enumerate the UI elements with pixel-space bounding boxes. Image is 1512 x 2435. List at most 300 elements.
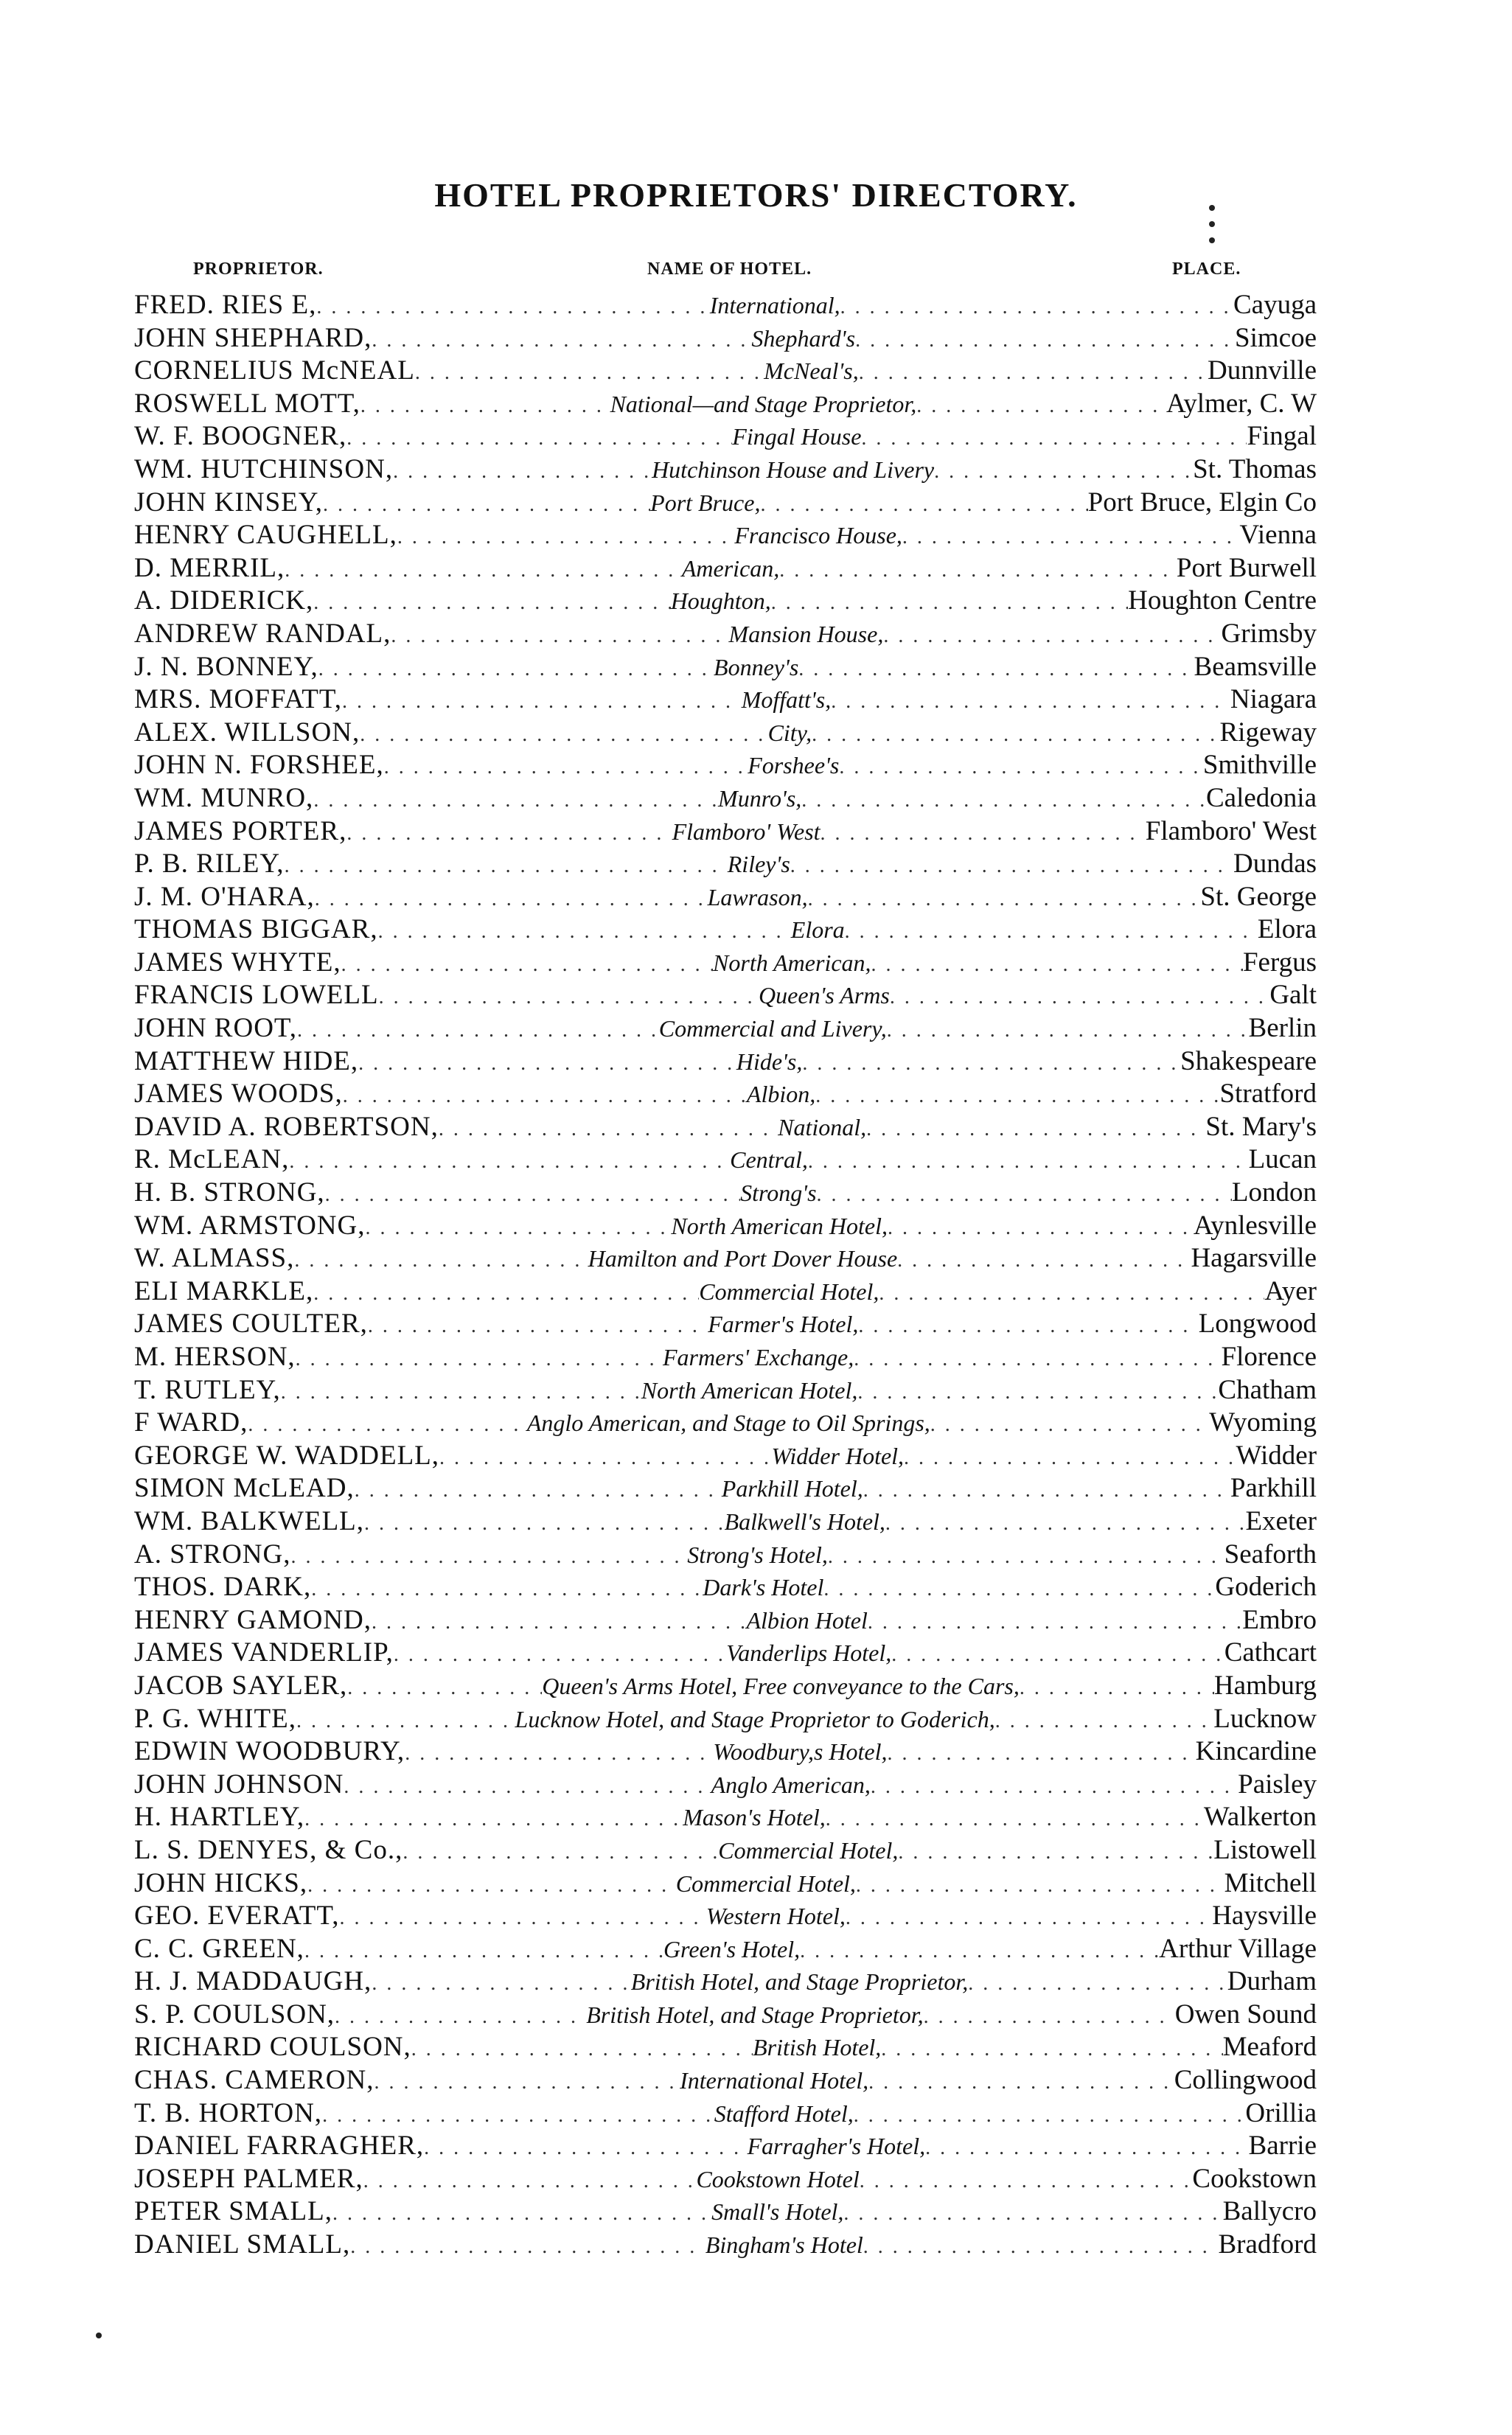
directory-list	[134, 289, 1317, 2262]
page-title: HOTEL PROPRIETORS' DIRECTORY.	[434, 176, 1078, 214]
place-name: Shakespeare	[1180, 1045, 1317, 1076]
place-name: Elora	[1257, 914, 1317, 945]
hotel-name: Albion Hotel	[746, 1606, 868, 1634]
dot-leader	[823, 1573, 1215, 1606]
place-name: Grimsby	[1221, 618, 1317, 649]
dot-leader	[898, 1836, 1213, 1870]
proprietor-name: T. RUTLEY,	[134, 1374, 281, 1405]
dot-leader	[374, 2066, 680, 2100]
dot-leader	[995, 1705, 1214, 1738]
place-name: St. George	[1200, 881, 1317, 912]
column-header-place: PLACE.	[1172, 259, 1241, 279]
dot-leader	[405, 1738, 713, 1771]
place-name: St. Mary's	[1205, 1111, 1317, 1142]
place-name: Chatham	[1218, 1374, 1317, 1405]
place-name: Aylmer, C. W	[1166, 388, 1317, 419]
directory-entry	[134, 487, 1317, 520]
directory-entry	[134, 1933, 1317, 1966]
place-name: Paisley	[1238, 1769, 1317, 1800]
hotel-name: Moffatt's,	[741, 686, 832, 714]
dot-leader	[881, 2033, 1222, 2066]
dot-leader	[307, 1870, 676, 1903]
hotel-name: Hide's,	[736, 1048, 803, 1075]
place-name: Wyoming	[1209, 1407, 1317, 1438]
directory-entry	[134, 1604, 1317, 1637]
hotel-name: Hutchinson House and Livery	[652, 456, 935, 483]
dot-leader	[902, 521, 1239, 554]
directory-entry	[134, 618, 1317, 651]
hotel-name: Farmer's Hotel,	[708, 1311, 859, 1338]
proprietor-name: JOHN ROOT,	[134, 1013, 298, 1044]
hotel-name: North American,	[713, 949, 871, 976]
proprietor-name: JOHN HICKS,	[134, 1867, 308, 1898]
hotel-name: National,	[778, 1113, 867, 1140]
hotel-name: Francisco House,	[734, 522, 902, 549]
directory-entry	[134, 1801, 1317, 1834]
place-name: Smithville	[1202, 750, 1317, 781]
hotel-name: Hamilton and Port Dover House	[588, 1245, 898, 1272]
dot-leader	[296, 1343, 663, 1376]
directory-entry	[134, 1571, 1317, 1604]
proprietor-name: ANDREW RANDAL,	[134, 618, 391, 649]
proprietor-name: JAMES WHYTE,	[134, 947, 341, 978]
place-name: Port Burwell	[1176, 552, 1317, 583]
hotel-name: City,	[767, 719, 812, 746]
dot-leader	[384, 751, 748, 784]
directory-entry	[134, 2229, 1317, 2262]
proprietor-name: W. F. BOOGNER,	[134, 421, 347, 452]
place-name: Florence	[1221, 1342, 1317, 1372]
hotel-name: Bingham's Hotel	[705, 2232, 863, 2259]
hotel-name: McNeal's,	[764, 358, 859, 385]
place-name: St. Thomas	[1193, 453, 1317, 484]
dot-leader	[341, 949, 713, 982]
dot-leader	[378, 916, 791, 949]
hotel-name: Anglo American,	[711, 1771, 871, 1798]
proprietor-name: JOSEPH PALMER,	[134, 2163, 363, 2194]
proprietor-name: FRED. RIES E,	[134, 290, 317, 320]
dot-leader	[360, 719, 767, 752]
proprietor-name: DANIEL SMALL,	[134, 2229, 351, 2260]
place-name: Hamburg	[1213, 1670, 1317, 1701]
directory-entry	[134, 1703, 1317, 1736]
dot-leader	[859, 357, 1208, 390]
dot-leader	[304, 1803, 683, 1836]
dot-leader	[313, 784, 718, 818]
proprietor-name: H. HARTLEY,	[134, 1802, 305, 1833]
column-header-proprietor: PROPRIETOR.	[193, 259, 324, 279]
directory-entry	[134, 881, 1317, 914]
hotel-name: Vanderlips Hotel,	[726, 1640, 892, 1667]
directory-entry	[134, 1637, 1317, 1670]
directory-entry	[134, 749, 1317, 782]
dot-leader	[904, 1442, 1236, 1475]
place-name: Aynlesville	[1193, 1210, 1317, 1241]
place-name: Vienna	[1239, 520, 1317, 551]
dot-leader	[1020, 1672, 1214, 1705]
hotel-name: Fingal House	[732, 423, 862, 450]
hotel-name: Anglo American, and Stage to Oil Springs,	[526, 1410, 930, 1437]
directory-entry	[134, 1440, 1317, 1473]
directory-entry	[134, 1999, 1317, 2032]
dot-leader	[930, 1409, 1209, 1442]
dot-leader	[845, 916, 1258, 949]
hotel-name: International Hotel,	[680, 2067, 869, 2094]
dot-leader	[817, 1179, 1232, 1212]
dot-leader	[826, 1803, 1204, 1836]
proprietor-name: PETER SMALL,	[134, 2196, 332, 2227]
dot-leader	[800, 1935, 1159, 1968]
directory-entry	[134, 1539, 1317, 1572]
proprietor-name: WM. HUTCHINSON,	[134, 453, 394, 484]
proprietor-name: T. B. HORTON,	[134, 2097, 323, 2128]
directory-entry	[134, 1078, 1317, 1111]
directory-entry	[134, 1177, 1317, 1210]
dot-leader	[887, 1738, 1195, 1771]
dot-leader	[368, 1310, 708, 1343]
place-name: Mitchell	[1224, 1867, 1317, 1898]
dot-leader	[934, 456, 1193, 489]
hotel-name: Balkwell's Hotel,	[724, 1508, 885, 1535]
directory-entry	[134, 1275, 1317, 1309]
dot-leader	[779, 554, 1177, 588]
hotel-name: Dark's Hotel	[703, 1574, 824, 1601]
place-name: Beamsville	[1194, 651, 1317, 682]
dot-leader	[812, 719, 1219, 752]
dot-leader	[821, 818, 1146, 851]
proprietor-name: THOMAS BIGGAR,	[134, 914, 378, 945]
place-name: Widder	[1236, 1440, 1317, 1471]
dot-leader	[854, 2100, 1246, 2133]
proprietor-name: GEORGE W. WADDELL,	[134, 1440, 440, 1471]
dot-leader	[344, 1771, 711, 1804]
directory-entry	[134, 1341, 1317, 1374]
column-header-hotel-name: NAME OF HOTEL.	[647, 259, 812, 279]
dot-leader	[281, 1376, 641, 1410]
proprietor-name: JAMES WOODS,	[134, 1079, 343, 1109]
dot-leader	[313, 1278, 699, 1311]
place-name: Parkhill	[1230, 1473, 1317, 1504]
dot-leader	[346, 818, 672, 851]
dot-leader	[315, 883, 708, 916]
proprietor-name: JAMES PORTER,	[134, 815, 347, 846]
proprietor-name: A. DIDERICK,	[134, 585, 314, 616]
directory-entry	[134, 1769, 1317, 1802]
dot-leader	[411, 2033, 753, 2066]
hotel-name: Port Bruce,	[650, 489, 761, 516]
proprietor-name: JOHN SHEPHARD,	[134, 322, 372, 353]
place-name: Ayer	[1264, 1275, 1317, 1306]
directory-entry	[134, 355, 1317, 388]
dot-leader	[839, 751, 1202, 784]
place-name: Seaforth	[1224, 1539, 1317, 1570]
place-name: Niagara	[1230, 684, 1317, 715]
hotel-name: Central,	[730, 1146, 808, 1174]
dot-leader	[897, 1244, 1191, 1278]
place-name: Dundas	[1233, 849, 1317, 879]
directory-entry	[134, 1407, 1317, 1440]
hotel-name: Cookstown Hotel	[696, 2165, 860, 2192]
proprietor-name: MATTHEW HIDE,	[134, 1045, 359, 1076]
directory-entry	[134, 1867, 1317, 1901]
proprietor-name: R. McLEAN,	[134, 1144, 290, 1175]
place-name: Dunnville	[1208, 355, 1317, 386]
proprietor-name: SIMON McLEAD,	[134, 1473, 355, 1504]
proprietor-name: ALEX. WILLSON,	[134, 717, 360, 748]
hotel-name: British Hotel, and Stage Proprietor,	[630, 1968, 969, 1996]
dot-leader	[322, 2100, 714, 2133]
dot-leader	[863, 1474, 1230, 1508]
dot-leader	[296, 1705, 515, 1738]
proprietor-name: P. G. WHITE,	[134, 1703, 296, 1734]
dot-leader	[291, 1541, 688, 1574]
print-speck	[1209, 221, 1215, 227]
dot-leader	[372, 1606, 746, 1640]
proprietor-name: JAMES COULTER,	[134, 1309, 368, 1340]
hotel-name: Queen's Arms Hotel, Free conveyance to the Cars,	[542, 1672, 1020, 1699]
dot-leader	[335, 2001, 586, 2034]
hotel-name: Strong's	[740, 1180, 817, 1207]
proprietor-name: HENRY CAUGHELL,	[134, 520, 397, 551]
print-speck	[96, 2333, 102, 2338]
proprietor-name: P. B. RILEY,	[134, 849, 285, 879]
dot-leader	[883, 620, 1221, 653]
dot-leader	[916, 390, 1166, 423]
directory-entry	[134, 2097, 1317, 2131]
directory-entry	[134, 1374, 1317, 1407]
dot-leader	[323, 489, 650, 522]
hotel-name: National—and Stage Proprietor,	[610, 390, 917, 417]
directory-entry	[134, 322, 1317, 355]
place-name: Kincardine	[1195, 1736, 1317, 1767]
dot-leader	[808, 1146, 1249, 1179]
dot-leader	[863, 2231, 1219, 2264]
hotel-name: Farragher's Hotel,	[747, 2133, 926, 2160]
dot-leader	[379, 981, 759, 1014]
place-name: Galt	[1269, 980, 1317, 1011]
dot-leader	[285, 850, 728, 883]
proprietor-name: C. C. GREEN,	[134, 1933, 304, 1964]
dot-leader	[397, 521, 734, 554]
place-name: Listowell	[1213, 1834, 1317, 1865]
proprietor-name: FRANCIS LOWELL	[134, 980, 379, 1011]
hotel-name: Commercial Hotel,	[675, 1870, 856, 1897]
place-name: Arthur Village	[1159, 1933, 1317, 1964]
directory-entry	[134, 1308, 1317, 1341]
directory-entry	[134, 782, 1317, 815]
hotel-name: Forshee's	[748, 752, 840, 779]
dot-leader	[311, 1573, 703, 1606]
hotel-name: Munro's,	[718, 784, 802, 812]
dot-leader	[887, 1014, 1249, 1048]
place-name: Caledonia	[1206, 782, 1317, 813]
dot-leader	[439, 1113, 778, 1146]
hotel-name: Widder Hotel,	[771, 1442, 905, 1469]
directory-entry	[134, 1111, 1317, 1144]
place-name: Berlin	[1248, 1013, 1317, 1044]
directory-entry	[134, 585, 1317, 618]
place-name: Longwood	[1198, 1309, 1317, 1340]
place-name: Lucknow	[1213, 1703, 1317, 1734]
dot-leader	[393, 456, 652, 489]
directory-entry	[134, 1735, 1317, 1769]
directory-entry	[134, 1472, 1317, 1505]
dot-leader	[857, 1376, 1218, 1410]
dot-leader	[372, 324, 751, 358]
dot-leader	[868, 1606, 1242, 1640]
hotel-name: Western Hotel,	[706, 1903, 846, 1930]
dot-leader	[858, 1310, 1198, 1343]
dot-leader	[347, 1672, 542, 1705]
dot-leader	[343, 1080, 747, 1113]
hotel-name: Farmers' Exchange,	[663, 1344, 854, 1370]
dot-leader	[346, 422, 732, 456]
dot-leader	[342, 686, 742, 719]
place-name: Walkerton	[1203, 1802, 1317, 1833]
dot-leader	[332, 2198, 711, 2231]
proprietor-name: WM. MUNRO,	[134, 782, 314, 813]
dot-leader	[366, 1212, 672, 1245]
dot-leader	[350, 2231, 706, 2264]
hotel-name: Elora	[790, 916, 845, 944]
directory-entry	[134, 979, 1317, 1012]
place-name: Owen Sound	[1174, 1999, 1317, 2030]
place-name: Houghton Centre	[1128, 585, 1317, 616]
directory-entry	[134, 913, 1317, 947]
proprietor-name: S. P. COULSON,	[134, 1999, 335, 2030]
directory-entry	[134, 1900, 1317, 1933]
proprietor-name: L. S. DENYES, & Co.,	[134, 1834, 403, 1865]
dot-leader	[394, 1639, 726, 1672]
place-name: Orillia	[1245, 2097, 1317, 2128]
place-name: Flamboro' West	[1145, 815, 1317, 846]
proprietor-name: THOS. DARK,	[134, 1572, 312, 1603]
place-name: Cathcart	[1224, 1637, 1317, 1668]
dot-leader	[355, 1474, 722, 1508]
hotel-name: North American Hotel,	[641, 1376, 858, 1404]
directory-entry	[134, 683, 1317, 717]
dot-leader	[358, 1048, 736, 1081]
dot-leader	[325, 1179, 740, 1212]
proprietor-name: CORNELIUS McNEAL	[134, 355, 415, 386]
dot-leader	[846, 1902, 1212, 1935]
proprietor-name: H. B. STRONG,	[134, 1177, 325, 1208]
proprietor-name: JAMES VANDERLIP,	[134, 1637, 394, 1668]
dot-leader	[879, 1278, 1264, 1311]
directory-entry	[134, 1242, 1317, 1275]
dot-leader	[439, 1442, 772, 1475]
proprietor-name: MRS. MOFFATT,	[134, 684, 343, 715]
dot-leader	[868, 2066, 1174, 2100]
directory-entry	[134, 1670, 1317, 1703]
hotel-name: Riley's	[727, 851, 790, 878]
place-name: Hagarsville	[1191, 1243, 1317, 1274]
proprietor-name: D. MERRIL,	[134, 552, 285, 583]
hotel-name: Shephard's	[751, 324, 856, 352]
dot-leader	[248, 1409, 526, 1442]
proprietor-name: RICHARD COULSON,	[134, 2032, 411, 2063]
place-name: London	[1231, 1177, 1317, 1208]
directory-entry	[134, 1045, 1317, 1079]
dot-leader	[843, 2198, 1222, 2231]
hotel-name: Albion,	[746, 1081, 816, 1108]
directory-entry	[134, 2163, 1317, 2196]
hotel-name: Mansion House,	[728, 620, 884, 647]
place-name: Barrie	[1248, 2131, 1317, 2161]
hotel-name: Flamboro' West	[672, 818, 821, 845]
dot-leader	[861, 422, 1247, 456]
dot-leader	[890, 981, 1269, 1014]
dot-leader	[855, 324, 1235, 358]
proprietor-name: GEO. EVERATT,	[134, 1901, 340, 1931]
hotel-name: Parkhill Hotel,	[721, 1475, 863, 1502]
hotel-name: Small's Hotel,	[711, 2198, 844, 2226]
dot-leader	[304, 1935, 663, 1968]
directory-entry	[134, 1143, 1317, 1177]
proprietor-name: JACOB SAYLER,	[134, 1670, 348, 1701]
proprietor-name: DAVID A. ROBERTSON,	[134, 1111, 439, 1142]
dot-leader	[888, 1212, 1194, 1245]
proprietor-name: M. HERSON,	[134, 1342, 296, 1372]
hotel-name: Mason's Hotel,	[683, 1804, 826, 1831]
place-name: Fingal	[1247, 421, 1317, 452]
dot-leader	[815, 1080, 1219, 1113]
directory-entry	[134, 1210, 1317, 1243]
place-name: Embro	[1242, 1604, 1317, 1635]
dot-leader	[924, 2001, 1175, 2034]
dot-leader	[831, 686, 1230, 719]
dot-leader	[968, 1968, 1227, 2001]
dot-leader	[316, 291, 709, 324]
dot-leader	[871, 949, 1243, 982]
dot-leader	[360, 390, 610, 423]
directory-entry	[134, 2031, 1317, 2064]
place-name: Rigeway	[1219, 717, 1317, 748]
print-speck	[1209, 237, 1215, 243]
directory-entry	[134, 717, 1317, 750]
dot-leader	[760, 489, 1087, 522]
hotel-name: Queen's Arms	[759, 982, 890, 1009]
place-name: Collingwood	[1174, 2065, 1317, 2096]
dot-leader	[415, 357, 764, 390]
place-name: Simcoe	[1235, 322, 1317, 353]
hotel-name: Strong's Hotel,	[687, 1541, 828, 1568]
directory-entry	[134, 651, 1317, 684]
place-name: Durham	[1227, 1966, 1317, 1997]
directory-entry	[134, 453, 1317, 487]
dot-leader	[885, 1508, 1246, 1541]
dot-leader	[285, 554, 682, 588]
place-name: Goderich	[1215, 1572, 1317, 1603]
hotel-name: Lawrason,	[707, 883, 808, 910]
proprietor-name: JOHN JOHNSON	[134, 1769, 344, 1800]
place-name: Haysville	[1212, 1901, 1317, 1931]
dot-leader	[871, 1771, 1238, 1804]
dot-leader	[339, 1902, 706, 1935]
dot-leader	[866, 1113, 1205, 1146]
dot-leader	[318, 653, 714, 686]
proprietor-name: ELI MARKLE,	[134, 1275, 314, 1306]
dot-leader	[798, 653, 1194, 686]
hotel-name: Commercial Hotel,	[718, 1836, 899, 1864]
dot-leader	[364, 1508, 725, 1541]
hotel-name: International,	[709, 292, 840, 318]
hotel-name: North American Hotel,	[671, 1212, 888, 1239]
print-speck	[1209, 205, 1215, 211]
hotel-name: Commercial and Livery,	[658, 1015, 887, 1042]
place-name: Stratford	[1219, 1079, 1317, 1109]
directory-entry	[134, 289, 1317, 322]
